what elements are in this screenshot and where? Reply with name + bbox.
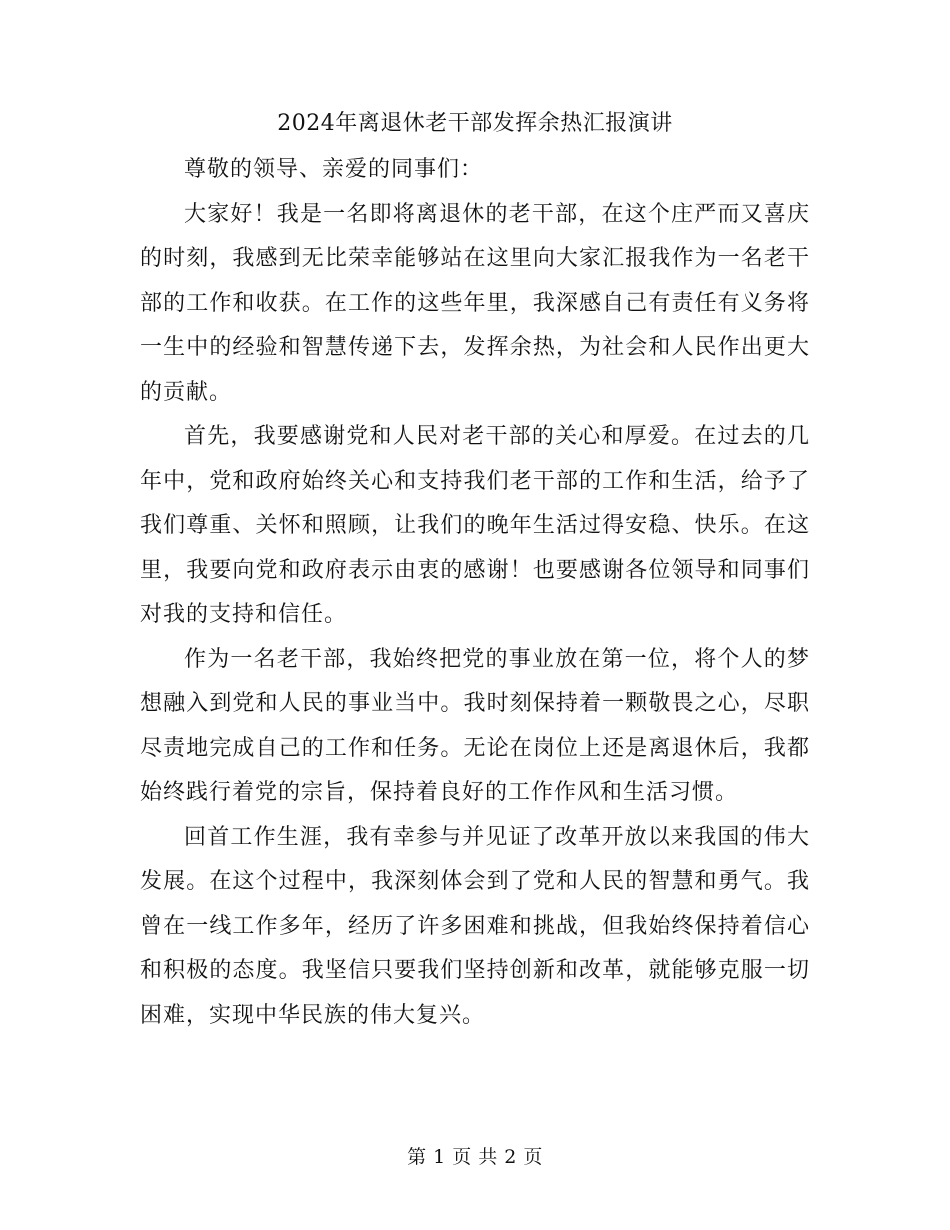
- paragraph-1: 大家好！我是一名即将离退休的老干部，在这个庄严而又喜庆的时刻，我感到无比荣幸能够站在这里向大家汇报我作为一名老干部的工作和收获。在工作的这些年里，我深感自己有责任有义务将一生中的经验和智慧传递下去，发挥余热，为社会和人民作出更大的贡献。: [140, 201, 810, 405]
- salutation: 尊敬的领导、亲爱的同事们：: [184, 157, 484, 182]
- paragraph-4: 回首工作生涯，我有幸参与并见证了改革开放以来我国的伟大发展。在这个过程中，我深刻体会到了党和人民的智慧和勇气。我曾在一线工作多年，经历了许多困难和挑战，但我始终保持着信心和积极的态度。我坚信只要我们坚持创新和改革，就能够克服一切困难，实现中华民族的伟大复兴。: [140, 824, 810, 1028]
- document-body: [140, 148, 810, 1038]
- paragraph-3: 作为一名老干部，我始终把党的事业放在第一位，将个人的梦想融入到党和人民的事业当中。我时刻保持着一颗敬畏之心，尽职尽责地完成自己的工作和任务。无论在岗位上还是离退休后，我都始终践行着党的宗旨，保持着良好的工作作风和生活习惯。: [140, 646, 810, 805]
- paragraph-2: 首先，我要感谢党和人民对老干部的关心和厚爱。在过去的几年中，党和政府始终关心和支持我们老干部的工作和生活，给予了我们尊重、关怀和照顾，让我们的晚年生活过得安稳、快乐。在这里，我要向党和政府表示由衷的感谢！也要感谢各位领导和同事们对我的支持和信任。: [140, 424, 810, 627]
- page-footer: 第 1 页 共 2 页: [407, 1146, 543, 1168]
- document-title: 2024年离退休老干部发挥余热汇报演讲: [277, 111, 673, 136]
